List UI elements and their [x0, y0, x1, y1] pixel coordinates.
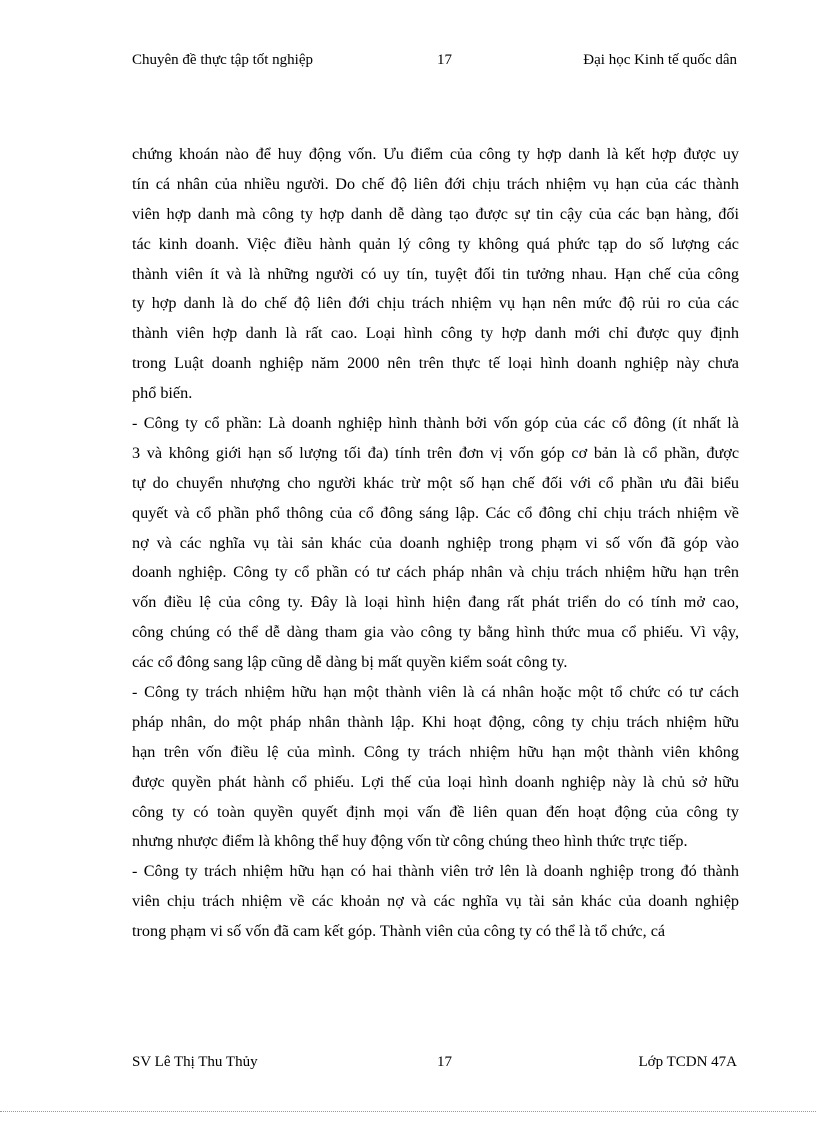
body-line: nợ và các nghĩa vụ tài sản khác của doanh nghiệp trong phạm vi số vốn đã góp vào [132, 533, 739, 552]
body-line: - Công ty trách nhiệm hữu hạn có hai thành viên trở lên là doanh nghiệp trong đó thành [132, 862, 739, 881]
body-text [132, 140, 739, 947]
body-line: viên hợp danh mà công ty hợp danh dễ dàng tạo được sự tin cậy của các bạn hàng, đối [132, 204, 739, 223]
body-line: phổ biến. [132, 384, 193, 403]
header-report-title: Chuyên đề thực tập tốt nghiệp [132, 52, 314, 68]
body-line: tín cá nhân của nhiều người. Do chế độ liên đới chịu trách nhiệm vụ hạn của các thành [132, 174, 739, 193]
body-line: được quyền phát hành cổ phiếu. Lợi thế của loại hình doanh nghiệp này là chủ sở hữu [132, 772, 739, 791]
body-line: công ty có toàn quyền quyết định mọi vấn đề liên quan đến hoạt động của công ty [132, 802, 739, 821]
page-footer [132, 1054, 737, 1076]
body-line: vốn điều lệ của công ty. Đây là loại hình hiện đang rất phát triển do có tính mở cao, [132, 593, 739, 612]
body-line: các cổ đông sang lập cũng dễ dàng bị mất quyền kiểm soát công ty. [132, 653, 568, 672]
body-line: - Công ty cổ phần: Là doanh nghiệp hình thành bởi vốn góp của các cổ đông (ít nhất là [132, 414, 739, 433]
body-line: doanh nghiệp. Công ty cổ phần có tư cách pháp nhân và chịu trách nhiệm hữu hạn trên [132, 563, 739, 582]
body-line: - Công ty trách nhiệm hữu hạn một thành viên là cá nhân hoặc một tổ chức có tư cách [132, 683, 739, 702]
body-line: 3 và không giới hạn số lượng tối đa) tính trên đơn vị vốn góp cơ bản là cổ phần, được [132, 443, 739, 462]
body-line: ty hợp danh là do chế độ liên đới chịu trách nhiệm vụ hạn nên mức độ rủi ro của các [132, 294, 739, 313]
body-line: quyết và cổ phần phổ thông của cổ đông sáng lập. Các cổ đông chỉ chịu trách nhiệm về [132, 503, 739, 522]
body-line: nhưng nhược điểm là không thể huy động vốn từ công chúng theo hình thức trực tiếp. [132, 832, 688, 851]
body-line: tự do chuyển nhượng cho người khác trừ một số hạn chế đối với cổ phần ưu đãi biểu [132, 473, 739, 492]
body-line: trong Luật doanh nghiệp năm 2000 nên trên thực tế loại hình doanh nghiệp này chưa [132, 354, 739, 373]
header-page-number: 17 [437, 52, 452, 68]
body-line: viên chịu trách nhiệm về các khoản nợ và các nghĩa vụ tài sản khác của doanh nghiệp [132, 892, 739, 911]
header-university: Đại học Kinh tế quốc dân [583, 52, 737, 68]
footer-page-number: 17 [437, 1054, 452, 1070]
footer-class-name: Lớp TCDN 47A [638, 1054, 737, 1070]
body-line: chứng khoán nào để huy động vốn. Ưu điểm của công ty hợp danh là kết hợp được uy [132, 145, 739, 163]
body-line: tác kinh doanh. Việc điều hành quản lý công ty không quá phức tạp do số lượng các [132, 234, 739, 253]
body-line: thành viên hợp danh là rất cao. Loại hình công ty hợp danh mới chỉ được quy định [132, 324, 739, 343]
body-line: hạn trên vốn điều lệ của mình. Công ty trách nhiệm hữu hạn một thành viên không [132, 742, 739, 761]
page-bottom-rule [0, 1111, 816, 1112]
body-line: trong phạm vi số vốn đã cam kết góp. Thành viên của công ty có thể là tổ chức, cá [132, 922, 666, 941]
footer-student-name: SV Lê Thị Thu Thủy [132, 1054, 258, 1070]
body-line: pháp nhân, do một pháp nhân thành lập. Khi hoạt động, công ty chịu trách nhiệm hữu [132, 712, 739, 731]
page-header [132, 52, 737, 74]
body-line: thành viên ít và là những người có uy tín, tuyệt đối tin tưởng nhau. Hạn chế của công [132, 264, 739, 283]
body-line: công chúng có thể dễ dàng tham gia vào công ty bằng hình thức mua cổ phiếu. Vì vậy, [132, 623, 739, 642]
